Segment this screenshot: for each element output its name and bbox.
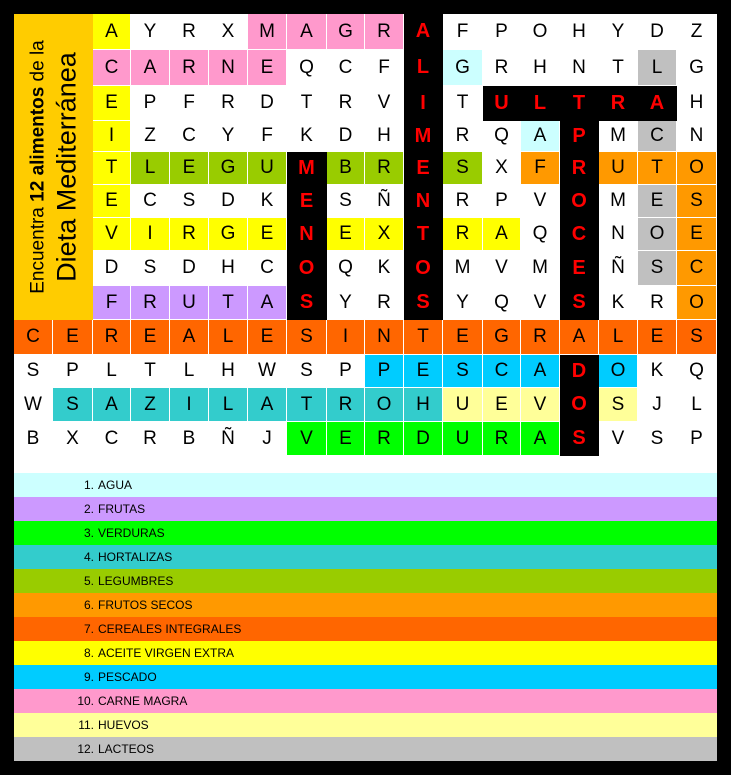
grid-cell[interactable]: T	[638, 152, 677, 185]
grid-cell[interactable]: C	[638, 121, 677, 152]
grid-cell[interactable]: Y	[209, 121, 248, 152]
grid-cell[interactable]: T	[404, 320, 443, 355]
grid-cell[interactable]: S	[677, 320, 717, 355]
grid-cell[interactable]: P	[131, 86, 170, 121]
grid-cell[interactable]: L	[521, 86, 560, 121]
grid-cell[interactable]: R	[93, 320, 131, 355]
grid-cell[interactable]: C	[327, 50, 365, 86]
legend-label: ACEITE VIRGEN EXTRA	[98, 646, 235, 660]
grid-cell[interactable]: A	[638, 86, 677, 121]
grid-cell[interactable]: J	[638, 388, 677, 422]
grid-cell[interactable]: O	[365, 388, 404, 422]
title-line-2: Dieta Mediterránea	[50, 52, 81, 282]
legend-row	[14, 641, 717, 665]
grid-cell[interactable]: S	[443, 355, 483, 388]
grid-cell[interactable]: S	[638, 251, 677, 286]
grid-cell[interactable]: X	[365, 218, 404, 251]
grid-cell[interactable]: P	[483, 14, 521, 50]
grid-cell[interactable]: G	[483, 320, 521, 355]
grid-cell[interactable]: C	[93, 422, 131, 456]
grid-cell[interactable]: V	[365, 86, 404, 121]
legend-row	[14, 617, 717, 641]
grid-cell[interactable]: N	[677, 121, 717, 152]
grid-cell[interactable]: B	[170, 422, 209, 456]
grid-cell[interactable]: X	[53, 422, 93, 456]
legend-label: VERDURAS	[98, 526, 165, 540]
grid-cell[interactable]: Q	[483, 286, 521, 320]
grid-cell[interactable]: L	[93, 355, 131, 388]
grid-cell[interactable]: L	[404, 50, 443, 86]
grid-cell[interactable]: T	[209, 286, 248, 320]
grid-cell[interactable]: K	[248, 185, 287, 218]
grid-cell[interactable]: R	[560, 152, 599, 185]
grid-cell[interactable]: A	[521, 422, 560, 456]
grid-cell[interactable]: M	[599, 185, 638, 218]
grid-cell[interactable]: E	[327, 218, 365, 251]
grid-cell[interactable]: L	[131, 152, 170, 185]
grid-cell[interactable]: E	[638, 185, 677, 218]
legend-row	[14, 713, 717, 737]
grid-cell[interactable]: E	[483, 388, 521, 422]
legend-number: 5.	[83, 574, 94, 588]
legend-row	[14, 545, 717, 569]
grid-cell[interactable]: X	[483, 152, 521, 185]
grid-cell[interactable]: K	[599, 286, 638, 320]
grid-cell[interactable]: Ñ	[209, 422, 248, 456]
grid-cell[interactable]: D	[327, 121, 365, 152]
grid-cell[interactable]: V	[599, 422, 638, 456]
grid-cell[interactable]: S	[170, 185, 209, 218]
grid-cell[interactable]: M	[404, 121, 443, 152]
grid-cell[interactable]: K	[287, 121, 327, 152]
grid-cell[interactable]: M	[521, 251, 560, 286]
grid-cell[interactable]: C	[483, 355, 521, 388]
grid-cell[interactable]: S	[14, 355, 53, 388]
grid-cell[interactable]: G	[327, 14, 365, 50]
grid-cell[interactable]: A	[287, 14, 327, 50]
grid-cell[interactable]: R	[599, 86, 638, 121]
grid-cell[interactable]: T	[287, 388, 327, 422]
grid-cell[interactable]: J	[248, 422, 287, 456]
grid-cell[interactable]: R	[365, 152, 404, 185]
grid-cell[interactable]: O	[677, 152, 717, 185]
legend-label: AGUA	[98, 478, 133, 492]
title-line-1: Encuentra 12 alimentos de la	[26, 40, 48, 294]
grid-cell[interactable]: E	[248, 50, 287, 86]
grid-cell[interactable]: V	[93, 218, 131, 251]
grid-cell[interactable]: S	[560, 422, 599, 456]
grid-cell[interactable]: G	[443, 50, 483, 86]
grid-cell[interactable]: T	[93, 152, 131, 185]
grid-cell[interactable]: R	[521, 320, 560, 355]
title-block	[14, 14, 93, 320]
legend-label: LACTEOS	[98, 742, 155, 756]
grid-cell[interactable]: A	[93, 14, 131, 50]
grid-cell[interactable]: Ñ	[599, 251, 638, 286]
grid-cell[interactable]: A	[131, 50, 170, 86]
grid-cell[interactable]: K	[365, 251, 404, 286]
grid-cell[interactable]: E	[404, 355, 443, 388]
grid-cell[interactable]: D	[404, 422, 443, 456]
grid-cell[interactable]: Z	[131, 388, 170, 422]
grid-cell[interactable]: A	[560, 320, 599, 355]
grid-cell[interactable]: G	[209, 152, 248, 185]
grid-cell[interactable]: I	[131, 218, 170, 251]
grid-cell[interactable]: O	[287, 251, 327, 286]
grid-cell[interactable]: R	[209, 86, 248, 121]
grid-cell[interactable]: R	[483, 422, 521, 456]
grid-cell[interactable]: V	[521, 286, 560, 320]
grid-cell[interactable]: H	[521, 50, 560, 86]
grid-cell[interactable]: C	[14, 320, 53, 355]
grid-cell[interactable]: A	[483, 218, 521, 251]
grid-cell[interactable]: S	[404, 286, 443, 320]
grid-cell[interactable]: S	[287, 286, 327, 320]
grid-cell[interactable]: S	[131, 251, 170, 286]
grid-cell[interactable]: Q	[327, 251, 365, 286]
grid-cell[interactable]: M	[248, 14, 287, 50]
legend-number: 10.	[77, 694, 94, 708]
grid-cell[interactable]: C	[170, 121, 209, 152]
legend-row	[14, 689, 717, 713]
grid-cell[interactable]: T	[599, 50, 638, 86]
grid-cell[interactable]: H	[365, 121, 404, 152]
legend-label: FRUTOS SECOS	[98, 598, 193, 612]
legend-row	[14, 473, 717, 497]
grid-cell[interactable]: Ñ	[365, 185, 404, 218]
grid-cell[interactable]: E	[638, 320, 677, 355]
grid-cell[interactable]: Y	[327, 286, 365, 320]
legend-row	[14, 593, 717, 617]
grid-cell[interactable]: Q	[521, 218, 560, 251]
grid-cell[interactable]: C	[560, 218, 599, 251]
legend-row	[14, 497, 717, 521]
grid-cell[interactable]: W	[248, 355, 287, 388]
grid-cell[interactable]: E	[443, 320, 483, 355]
grid-cell[interactable]: A	[248, 286, 287, 320]
legend-number: 7.	[83, 622, 94, 636]
grid-cell[interactable]: U	[443, 422, 483, 456]
grid-cell[interactable]: F	[93, 286, 131, 320]
grid-cell[interactable]: R	[170, 50, 209, 86]
grid-cell[interactable]: I	[404, 86, 443, 121]
grid-cell[interactable]: G	[209, 218, 248, 251]
grid-cell[interactable]: O	[638, 218, 677, 251]
grid-cell[interactable]: I	[170, 388, 209, 422]
grid-cell[interactable]: S	[599, 388, 638, 422]
grid-cell[interactable]: E	[248, 320, 287, 355]
grid-cell[interactable]: Y	[131, 14, 170, 50]
legend-label: HORTALIZAS	[98, 550, 173, 564]
grid-cell[interactable]: L	[209, 388, 248, 422]
grid-cell[interactable]: R	[131, 286, 170, 320]
grid-cell[interactable]: R	[443, 218, 483, 251]
grid-cell[interactable]: O	[599, 355, 638, 388]
grid-cell[interactable]: E	[53, 320, 93, 355]
grid-cell[interactable]: D	[209, 185, 248, 218]
legend-label: CARNE MAGRA	[98, 694, 188, 708]
grid-cell[interactable]: R	[170, 218, 209, 251]
grid-cell[interactable]: C	[131, 185, 170, 218]
grid-cell[interactable]: R	[365, 286, 404, 320]
grid-cell[interactable]: U	[483, 86, 521, 121]
grid-cell[interactable]: U	[443, 388, 483, 422]
grid-cell[interactable]: H	[560, 14, 599, 50]
grid-cell[interactable]: O	[521, 14, 560, 50]
grid-cell[interactable]: S	[560, 286, 599, 320]
grid-cell[interactable]: X	[209, 14, 248, 50]
grid-cell[interactable]: A	[93, 388, 131, 422]
grid-cell[interactable]: Q	[483, 121, 521, 152]
grid-cell[interactable]: N	[365, 320, 404, 355]
grid-cell[interactable]: V	[287, 422, 327, 456]
grid-cell[interactable]: V	[521, 388, 560, 422]
grid-cell[interactable]: R	[638, 286, 677, 320]
legend-label: PESCADO	[98, 670, 157, 684]
grid-cell[interactable]: Q	[677, 355, 717, 388]
grid-cell[interactable]: F	[248, 121, 287, 152]
grid-cell[interactable]: H	[677, 86, 717, 121]
grid-cell[interactable]: O	[560, 185, 599, 218]
grid-cell[interactable]: E	[170, 152, 209, 185]
grid-cell[interactable]: L	[170, 355, 209, 388]
grid-cell[interactable]: N	[209, 50, 248, 86]
grid-cell[interactable]: N	[599, 218, 638, 251]
grid-cell[interactable]: P	[560, 121, 599, 152]
grid-cell[interactable]: R	[131, 422, 170, 456]
grid-cell[interactable]: T	[404, 218, 443, 251]
legend-number: 6.	[83, 598, 94, 612]
grid-cell[interactable]: U	[170, 286, 209, 320]
grid-cell[interactable]: P	[483, 185, 521, 218]
legend-number: 12.	[77, 742, 94, 756]
grid-cell[interactable]: M	[287, 152, 327, 185]
grid-cell[interactable]: L	[677, 388, 717, 422]
grid-cell[interactable]: S	[287, 320, 327, 355]
grid-cell[interactable]: R	[443, 121, 483, 152]
legend-number: 4.	[83, 550, 94, 564]
grid-cell[interactable]: V	[521, 185, 560, 218]
grid-cell[interactable]: U	[599, 152, 638, 185]
grid-cell[interactable]: T	[287, 86, 327, 121]
grid-cell[interactable]: T	[131, 355, 170, 388]
grid-cell[interactable]: F	[521, 152, 560, 185]
legend-label: FRUTAS	[98, 502, 146, 516]
grid-cell[interactable]: E	[327, 422, 365, 456]
grid-cell[interactable]: D	[93, 251, 131, 286]
grid-cell[interactable]: F	[365, 50, 404, 86]
grid-cell[interactable]: U	[248, 152, 287, 185]
grid-cell[interactable]: E	[287, 185, 327, 218]
grid-cell[interactable]: E	[93, 185, 131, 218]
grid-cell[interactable]: M	[443, 251, 483, 286]
grid-cell[interactable]: W	[14, 388, 53, 422]
grid-cell[interactable]: V	[483, 251, 521, 286]
legend-number: 2.	[83, 502, 94, 516]
grid-cell[interactable]: R	[365, 14, 404, 50]
grid-cell[interactable]: I	[327, 320, 365, 355]
grid-cell[interactable]: A	[521, 121, 560, 152]
legend-label: HUEVOS	[98, 718, 149, 732]
grid-cell[interactable]: D	[248, 86, 287, 121]
legend	[14, 473, 717, 761]
legend-row	[14, 737, 717, 761]
grid-cell[interactable]: R	[327, 86, 365, 121]
grid-cell[interactable]: R	[170, 14, 209, 50]
grid-cell[interactable]: P	[365, 355, 404, 388]
grid-cell[interactable]: F	[170, 86, 209, 121]
grid-cell[interactable]: B	[14, 422, 53, 456]
grid-cell[interactable]: L	[638, 50, 677, 86]
grid-cell[interactable]: Y	[599, 14, 638, 50]
grid-cell[interactable]: D	[560, 355, 599, 388]
legend-label: CEREALES INTEGRALES	[98, 622, 242, 636]
grid-cell[interactable]: S	[638, 422, 677, 456]
grid-cell[interactable]: H	[209, 355, 248, 388]
grid-cell[interactable]: A	[248, 388, 287, 422]
grid-cell[interactable]: O	[677, 286, 717, 320]
grid-cell[interactable]: K	[638, 355, 677, 388]
grid-cell[interactable]: O	[404, 251, 443, 286]
grid-cell[interactable]: C	[677, 251, 717, 286]
grid-cell[interactable]: S	[327, 185, 365, 218]
grid-cell[interactable]: E	[131, 320, 170, 355]
grid-cell[interactable]: H	[404, 388, 443, 422]
grid-cell[interactable]: P	[677, 422, 717, 456]
legend-row	[14, 665, 717, 689]
grid-cell[interactable]: M	[599, 121, 638, 152]
grid-cell[interactable]: N	[287, 218, 327, 251]
legend-number: 11.	[78, 718, 94, 732]
legend-number: 1.	[83, 478, 94, 492]
grid-cell[interactable]: C	[93, 50, 131, 86]
legend-label: LEGUMBRES	[98, 574, 174, 588]
grid-cell[interactable]: E	[404, 152, 443, 185]
grid-cell[interactable]: S	[443, 152, 483, 185]
legend-row	[14, 521, 717, 545]
grid-cell[interactable]: T	[560, 86, 599, 121]
grid-cell[interactable]: P	[53, 355, 93, 388]
grid-cell[interactable]: A	[404, 14, 443, 50]
grid-cell[interactable]: S	[53, 388, 93, 422]
grid-cell[interactable]: F	[443, 14, 483, 50]
legend-row	[14, 569, 717, 593]
grid-cell[interactable]: I	[93, 121, 131, 152]
grid-cell[interactable]: A	[170, 320, 209, 355]
grid-cell[interactable]: E	[93, 86, 131, 121]
grid-cell[interactable]: B	[327, 152, 365, 185]
grid-cell[interactable]: S	[677, 185, 717, 218]
legend-number: 3.	[83, 526, 94, 540]
grid-cell[interactable]: G	[677, 50, 717, 86]
grid-cell[interactable]: E	[677, 218, 717, 251]
grid-cell[interactable]: Z	[677, 14, 717, 50]
grid-cell[interactable]: N	[404, 185, 443, 218]
grid-cell[interactable]: C	[248, 251, 287, 286]
grid-cell[interactable]: Y	[443, 286, 483, 320]
grid-cell[interactable]: R	[443, 185, 483, 218]
grid-cell[interactable]: A	[521, 355, 560, 388]
grid-cell[interactable]: R	[365, 422, 404, 456]
grid-cell[interactable]: L	[209, 320, 248, 355]
grid-cell[interactable]: Z	[131, 121, 170, 152]
grid-cell[interactable]: R	[483, 50, 521, 86]
legend-number: 8.	[83, 646, 94, 660]
grid-cell[interactable]: T	[443, 86, 483, 121]
grid-cell[interactable]: H	[209, 251, 248, 286]
legend-number: 9.	[83, 670, 94, 684]
grid-cell[interactable]: R	[327, 388, 365, 422]
grid-cell[interactable]: S	[287, 355, 327, 388]
grid-cell[interactable]: L	[599, 320, 638, 355]
grid-cell[interactable]: D	[170, 251, 209, 286]
grid-cell[interactable]: Q	[287, 50, 327, 86]
grid-cell[interactable]: P	[327, 355, 365, 388]
grid-cell[interactable]: E	[248, 218, 287, 251]
grid-cell[interactable]: E	[560, 251, 599, 286]
grid-cell[interactable]: D	[638, 14, 677, 50]
grid-cell[interactable]: O	[560, 388, 599, 422]
grid-cell[interactable]: N	[560, 50, 599, 86]
